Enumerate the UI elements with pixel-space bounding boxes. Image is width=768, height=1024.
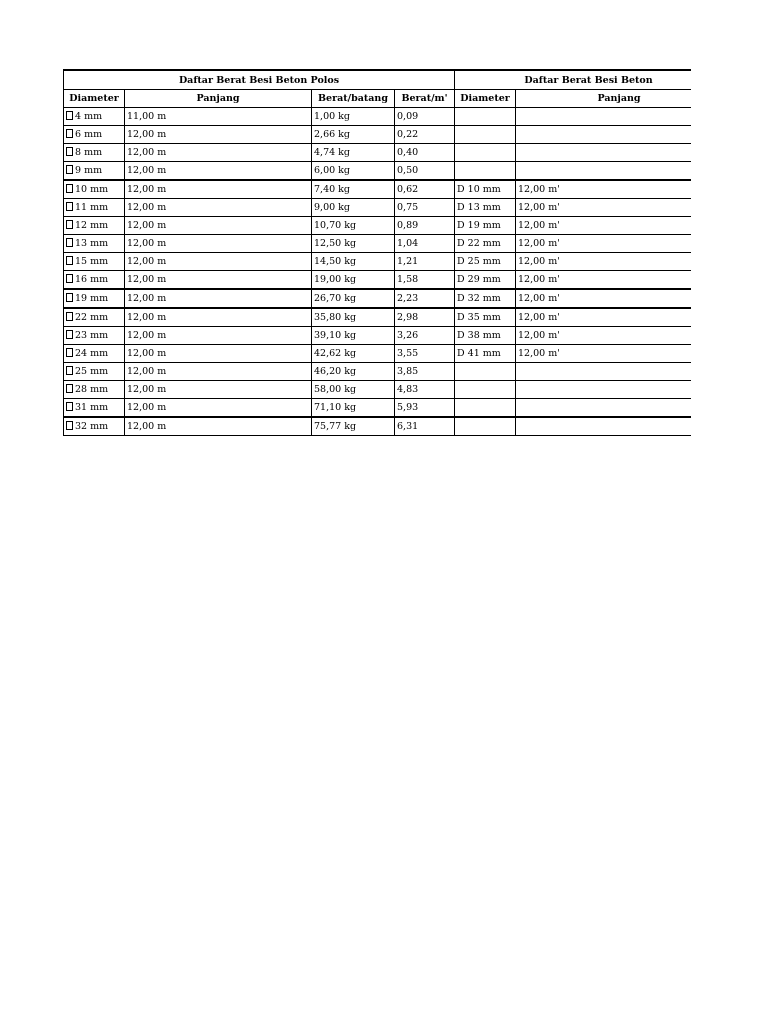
cell-berat-batang[interactable]: 35,80 kg: [312, 308, 395, 327]
cell-ulir-diameter[interactable]: [455, 417, 516, 436]
cell-ulir-panjang[interactable]: 12,00 m': [516, 253, 691, 271]
diameter-symbol-icon: [66, 330, 73, 339]
cell-panjang[interactable]: 12,00 m: [125, 399, 312, 418]
cell-ulir-diameter[interactable]: D 13 mm: [455, 199, 516, 217]
cell-diameter[interactable]: [64, 271, 125, 290]
cell-diameter-text: 25 mm: [75, 366, 109, 377]
header-panjang: Panjang: [125, 90, 312, 108]
cell-panjang[interactable]: 12,00 m: [125, 327, 312, 345]
cell-berat-batang[interactable]: 12,50 kg: [312, 235, 395, 253]
header-ulir-panjang: Panjang: [516, 90, 691, 108]
cell-berat-batang[interactable]: 2,66 kg: [312, 126, 395, 144]
diameter-symbol-icon: [66, 274, 73, 283]
cell-panjang[interactable]: 12,00 m: [125, 363, 312, 381]
cell-ulir-panjang[interactable]: [516, 399, 691, 418]
cell-berat-m[interactable]: 0,75: [395, 199, 455, 217]
cell-diameter[interactable]: [64, 399, 125, 418]
table-row: [64, 289, 692, 308]
cell-panjang[interactable]: 12,00 m: [125, 289, 312, 308]
cell-ulir-diameter[interactable]: [455, 108, 516, 126]
cell-diameter[interactable]: [64, 217, 125, 235]
cell-diameter[interactable]: [64, 345, 125, 363]
cell-ulir-diameter[interactable]: D 25 mm: [455, 253, 516, 271]
cell-diameter[interactable]: [64, 289, 125, 308]
diameter-symbol-icon: [66, 220, 73, 229]
cell-diameter[interactable]: [64, 253, 125, 271]
diameter-symbol-icon: [66, 111, 73, 120]
table-row: [64, 363, 692, 381]
diameter-symbol-icon: [66, 238, 73, 247]
table-row: [64, 327, 692, 345]
cell-berat-batang[interactable]: 9,00 kg: [312, 199, 395, 217]
cell-panjang[interactable]: 12,00 m: [125, 308, 312, 327]
cell-ulir-diameter[interactable]: [455, 363, 516, 381]
cell-panjang[interactable]: 12,00 m: [125, 180, 312, 199]
cell-panjang[interactable]: 12,00 m: [125, 271, 312, 290]
cell-ulir-diameter[interactable]: D 29 mm: [455, 271, 516, 290]
cell-ulir-panjang[interactable]: [516, 417, 691, 436]
cell-berat-batang[interactable]: 39,10 kg: [312, 327, 395, 345]
cell-panjang[interactable]: 12,00 m: [125, 217, 312, 235]
cell-ulir-panjang[interactable]: [516, 363, 691, 381]
cell-ulir-diameter[interactable]: D 32 mm: [455, 289, 516, 308]
cell-ulir-diameter[interactable]: [455, 162, 516, 181]
diameter-symbol-icon: [66, 202, 73, 211]
header-ulir-diameter: Diameter: [455, 90, 516, 108]
cell-ulir-panjang[interactable]: 12,00 m': [516, 180, 691, 199]
cell-diameter-text: 12 mm: [75, 220, 109, 231]
cell-berat-batang[interactable]: 4,74 kg: [312, 144, 395, 162]
cell-ulir-diameter[interactable]: D 41 mm: [455, 345, 516, 363]
diameter-symbol-icon: [66, 348, 73, 357]
cell-panjang[interactable]: 11,00 m: [125, 108, 312, 126]
cell-panjang[interactable]: 12,00 m: [125, 126, 312, 144]
diameter-symbol-icon: [66, 165, 73, 174]
cell-panjang[interactable]: 12,00 m: [125, 253, 312, 271]
cell-berat-batang[interactable]: 19,00 kg: [312, 271, 395, 290]
table-row: [64, 162, 692, 181]
cell-panjang[interactable]: 12,00 m: [125, 162, 312, 181]
table-row: [64, 126, 692, 144]
diameter-symbol-icon: [66, 384, 73, 393]
cell-ulir-diameter[interactable]: D 38 mm: [455, 327, 516, 345]
table-row: [64, 144, 692, 162]
cell-diameter-text: 16 mm: [75, 274, 109, 285]
table-row: [64, 308, 692, 327]
cell-ulir-panjang[interactable]: 12,00 m': [516, 289, 691, 308]
cell-ulir-diameter[interactable]: [455, 381, 516, 399]
cell-diameter[interactable]: [64, 108, 125, 126]
header-berat-m: Berat/m': [395, 90, 455, 108]
diameter-symbol-icon: [66, 256, 73, 265]
cell-berat-batang[interactable]: 58,00 kg: [312, 381, 395, 399]
cell-ulir-diameter[interactable]: [455, 144, 516, 162]
cell-berat-m[interactable]: 0,40: [395, 144, 455, 162]
cell-diameter[interactable]: [64, 327, 125, 345]
cell-diameter-text: 11 mm: [75, 202, 109, 213]
cell-panjang[interactable]: 12,00 m: [125, 199, 312, 217]
cell-berat-m[interactable]: 4,83: [395, 381, 455, 399]
cell-diameter-text: 4 mm: [75, 111, 103, 122]
cell-diameter-text: 6 mm: [75, 129, 103, 140]
table-row: [64, 180, 692, 199]
cell-berat-m[interactable]: 3,85: [395, 363, 455, 381]
cell-diameter-text: 10 mm: [75, 184, 109, 195]
diameter-symbol-icon: [66, 147, 73, 156]
cell-diameter-text: 31 mm: [75, 402, 109, 413]
cell-diameter-text: 22 mm: [75, 312, 109, 323]
cell-ulir-diameter[interactable]: D 19 mm: [455, 217, 516, 235]
cell-diameter-text: 8 mm: [75, 147, 103, 158]
cell-ulir-diameter[interactable]: D 22 mm: [455, 235, 516, 253]
cell-berat-m[interactable]: 5,93: [395, 399, 455, 418]
cell-diameter-text: 28 mm: [75, 384, 109, 395]
cell-berat-batang[interactable]: 7,40 kg: [312, 180, 395, 199]
cell-ulir-panjang[interactable]: 12,00 m': [516, 235, 691, 253]
diameter-symbol-icon: [66, 184, 73, 193]
cell-diameter-text: 19 mm: [75, 293, 109, 304]
cell-berat-m[interactable]: 2,98: [395, 308, 455, 327]
cell-ulir-panjang[interactable]: [516, 108, 691, 126]
cell-berat-batang[interactable]: 75,77 kg: [312, 417, 395, 436]
cell-diameter[interactable]: [64, 180, 125, 199]
table-row: [64, 253, 692, 271]
header-diameter: Diameter: [64, 90, 125, 108]
cell-diameter-text: 9 mm: [75, 165, 103, 176]
cell-diameter[interactable]: [64, 308, 125, 327]
cell-diameter[interactable]: [64, 235, 125, 253]
cell-ulir-panjang[interactable]: 12,00 m': [516, 199, 691, 217]
cell-berat-batang[interactable]: 10,70 kg: [312, 217, 395, 235]
cell-ulir-panjang[interactable]: 12,00 m': [516, 271, 691, 290]
diameter-symbol-icon: [66, 129, 73, 138]
spreadsheet-area: [63, 69, 691, 436]
cell-panjang[interactable]: 12,00 m: [125, 417, 312, 436]
cell-berat-m[interactable]: 6,31: [395, 417, 455, 436]
cell-berat-batang[interactable]: 71,10 kg: [312, 399, 395, 418]
cell-diameter-text: 32 mm: [75, 421, 109, 432]
cell-ulir-panjang[interactable]: 12,00 m': [516, 327, 691, 345]
cell-diameter-text: 13 mm: [75, 238, 109, 249]
cell-ulir-panjang[interactable]: [516, 144, 691, 162]
cell-berat-batang[interactable]: 46,20 kg: [312, 363, 395, 381]
ulir-table-title: Daftar Berat Besi Beton: [455, 70, 691, 90]
table-row: [64, 399, 692, 418]
cell-berat-m[interactable]: 0,62: [395, 180, 455, 199]
weight-table: [63, 69, 691, 436]
table-body: [64, 108, 692, 436]
cell-berat-m[interactable]: 0,22: [395, 126, 455, 144]
diameter-symbol-icon: [66, 402, 73, 411]
cell-diameter-text: 23 mm: [75, 330, 109, 341]
cell-ulir-diameter[interactable]: D 10 mm: [455, 180, 516, 199]
cell-panjang[interactable]: 12,00 m: [125, 144, 312, 162]
cell-panjang[interactable]: 12,00 m: [125, 235, 312, 253]
cell-berat-m[interactable]: 0,50: [395, 162, 455, 181]
cell-berat-m[interactable]: 3,26: [395, 327, 455, 345]
table-row: [64, 345, 692, 363]
cell-ulir-diameter[interactable]: [455, 399, 516, 418]
polos-table-title: Daftar Berat Besi Beton Polos: [64, 70, 455, 90]
diameter-symbol-icon: [66, 366, 73, 375]
cell-berat-batang[interactable]: 1,00 kg: [312, 108, 395, 126]
cell-berat-batang[interactable]: 6,00 kg: [312, 162, 395, 181]
cell-ulir-panjang[interactable]: 12,00 m': [516, 217, 691, 235]
diameter-symbol-icon: [66, 421, 73, 430]
cell-berat-batang[interactable]: 42,62 kg: [312, 345, 395, 363]
cell-ulir-diameter[interactable]: D 35 mm: [455, 308, 516, 327]
table-row: [64, 235, 692, 253]
cell-ulir-panjang[interactable]: [516, 162, 691, 181]
cell-berat-m[interactable]: 1,58: [395, 271, 455, 290]
cell-ulir-panjang[interactable]: [516, 126, 691, 144]
cell-berat-m[interactable]: 2,23: [395, 289, 455, 308]
cell-berat-m[interactable]: 0,09: [395, 108, 455, 126]
cell-berat-batang[interactable]: 26,70 kg: [312, 289, 395, 308]
cell-diameter[interactable]: [64, 144, 125, 162]
cell-ulir-panjang[interactable]: 12,00 m': [516, 308, 691, 327]
table-row: [64, 417, 692, 436]
table-row: [64, 217, 692, 235]
table-row: [64, 108, 692, 126]
cell-berat-m[interactable]: 3,55: [395, 345, 455, 363]
table-row: [64, 271, 692, 290]
cell-diameter[interactable]: [64, 381, 125, 399]
cell-ulir-panjang[interactable]: [516, 381, 691, 399]
cell-ulir-panjang[interactable]: 12,00 m': [516, 345, 691, 363]
table-row: [64, 199, 692, 217]
diameter-symbol-icon: [66, 312, 73, 321]
table-row: [64, 381, 692, 399]
cell-berat-m[interactable]: 0,89: [395, 217, 455, 235]
cell-diameter-text: 24 mm: [75, 348, 109, 359]
cell-ulir-diameter[interactable]: [455, 126, 516, 144]
cell-berat-m[interactable]: 1,21: [395, 253, 455, 271]
diameter-symbol-icon: [66, 293, 73, 302]
cell-diameter[interactable]: [64, 126, 125, 144]
cell-diameter-text: 15 mm: [75, 256, 109, 267]
cell-diameter[interactable]: [64, 199, 125, 217]
cell-diameter[interactable]: [64, 363, 125, 381]
cell-diameter[interactable]: [64, 417, 125, 436]
cell-berat-batang[interactable]: 14,50 kg: [312, 253, 395, 271]
header-berat-batang: Berat/batang: [312, 90, 395, 108]
cell-berat-m[interactable]: 1,04: [395, 235, 455, 253]
cell-panjang[interactable]: 12,00 m: [125, 345, 312, 363]
cell-panjang[interactable]: 12,00 m: [125, 381, 312, 399]
cell-diameter[interactable]: [64, 162, 125, 181]
